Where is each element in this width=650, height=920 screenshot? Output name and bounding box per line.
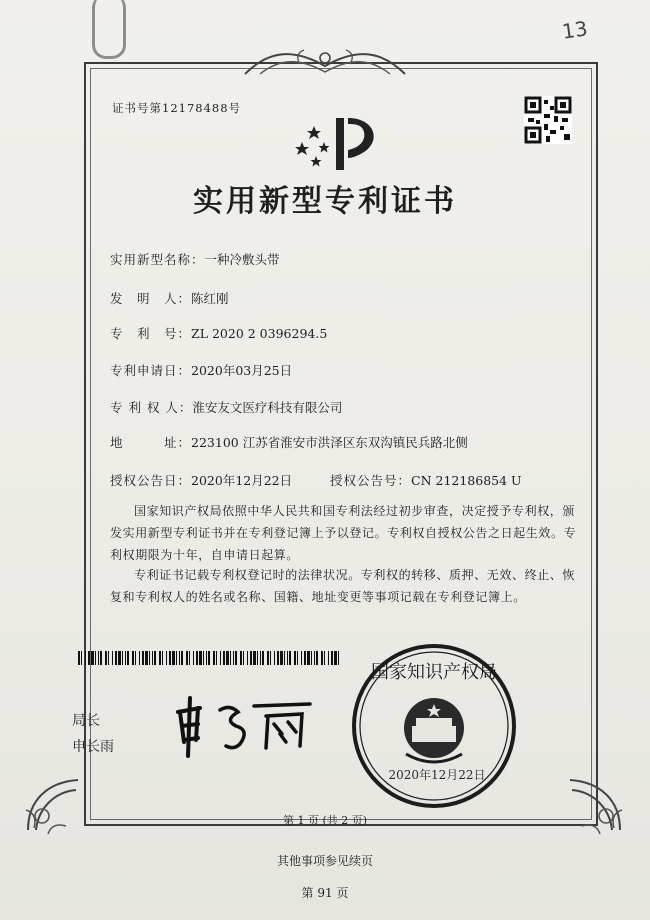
handwritten-signature-icon (170, 690, 320, 760)
paper-clip (92, 0, 126, 59)
legal-status-paragraph: 专利证书记载专利权登记时的法律状况。专利权的转移、质押、无效、终止、恢复和专利权人的姓名或名称、国籍、地址变更等事项记载在专利登记簿上。 (110, 568, 576, 604)
field-address (110, 433, 468, 451)
seal-text: 国家知识产权局 (371, 662, 497, 683)
top-ornament-icon (240, 44, 410, 80)
field-label: 发 明 人： (110, 291, 192, 306)
field-value: 一种冷敷头带 (204, 252, 280, 267)
field-value: 2020年12月22日 (191, 473, 293, 488)
field-utility-model-name (110, 250, 280, 268)
chief-name: 申长雨 (72, 739, 114, 755)
handwritten-number: 13 (560, 16, 589, 44)
field-label: 专 利 号： (110, 326, 192, 341)
corner-ornament-icon (560, 770, 630, 840)
field-value: 陈红刚 (191, 291, 229, 306)
field-value: 223100 江苏省淮安市洪泽区东双沟镇民兵路北侧 (191, 435, 468, 450)
field-label: 实用新型名称： (110, 252, 205, 267)
field-value: 淮安友文医疗科技有限公司 (192, 400, 343, 415)
seal-date: 2020年12月22日 (388, 768, 486, 782)
field-value: CN 212186854 U (411, 473, 522, 488)
field-value: ZL 2020 2 0396294.5 (191, 326, 328, 341)
barcode-icon (78, 651, 343, 665)
field-announcement-date (110, 471, 292, 489)
field-announcement-number (330, 471, 522, 489)
field-label: 专 利 权 人： (110, 400, 193, 415)
field-label: 专利申请日： (110, 363, 192, 378)
field-inventor (110, 289, 229, 307)
field-label: 授权公告号： (330, 473, 412, 488)
certificate-number: 证书号第12178488号 (112, 101, 242, 115)
certificate-title: 实用新型专利证书 (193, 184, 457, 219)
certificate-page-footer: 第 1 页 (共 2 页) (282, 814, 368, 827)
qr-code-icon (524, 96, 572, 144)
field-label: 授权公告日： (110, 473, 192, 488)
field-patent-number (110, 324, 327, 342)
other-matters-note: 其他事项参见续页 (276, 854, 373, 868)
field-label: 地 址： (110, 435, 192, 450)
field-value: 2020年03月25日 (191, 363, 293, 378)
patent-office-logo-icon (292, 112, 384, 174)
page-number: 第 91 页 (301, 886, 349, 900)
field-patentee (110, 398, 342, 416)
official-seal-icon (350, 642, 518, 810)
field-application-date (110, 361, 292, 379)
corner-ornament-icon (18, 770, 88, 840)
grant-paragraph: 国家知识产权局依照中华人民共和国专利法经过初步审查，决定授予专利权，颁发实用新型专利证书并在专利登记簿上予以登记。专利权自授权公告之日起生效。专利权期限为十年，自申请日起算。 (110, 504, 577, 562)
chief-title: 局长 (72, 713, 100, 729)
